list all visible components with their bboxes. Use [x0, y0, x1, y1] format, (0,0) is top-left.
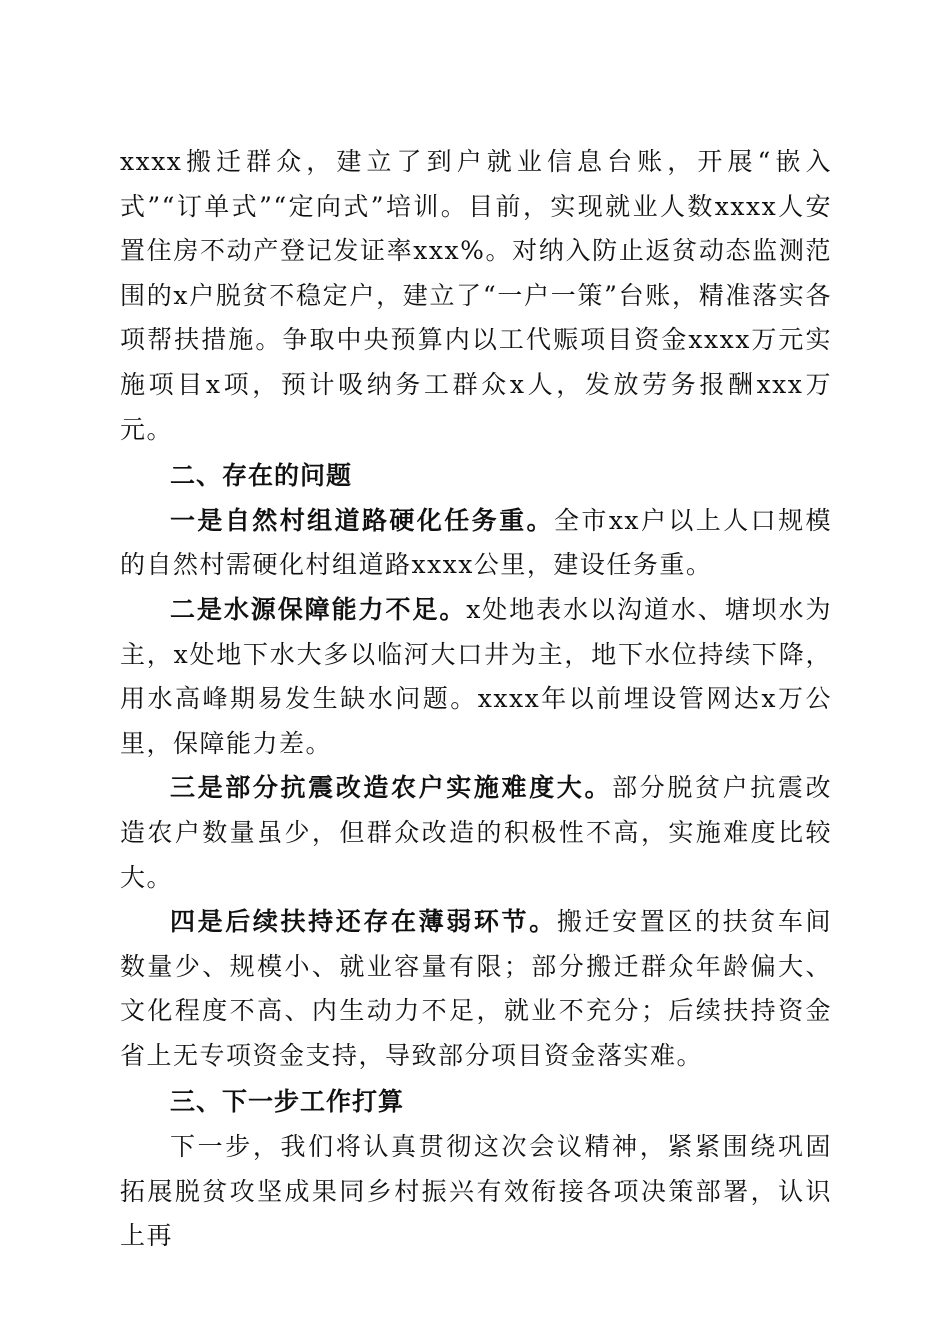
problem-lead: 四是后续扶持还存在薄弱环节。 — [170, 907, 557, 937]
problem-item-follow-up-support — [120, 900, 832, 1078]
problem-item-water — [120, 588, 832, 766]
paragraph-relocation-employment: xxxx搬迁群众，建立了到户就业信息台账，开展“嵌入式”“订单式”“定向式”培训。目前，实现就业人数xxxx人安置住房不动产登记发证率xxx%。对纳入防止返贫动态监测范围的x户脱贫不稳定户，建立了“一户一策”台账，精准落实各项帮扶措施。争取中央预算内以工代赈项目资金xxxx万元实施项目x项，预计吸纳务工群众x人，发放劳务报酬xxx万元。 — [120, 147, 832, 444]
problem-item-roads — [120, 499, 832, 588]
problem-lead: 一是自然村组道路硬化任务重。 — [170, 505, 554, 535]
problem-item-earthquake-retrofit — [120, 766, 832, 900]
problem-text: 全市xx户以上人口规模的自然村需硬化村组道路xxxx公里，建设任务重。 — [120, 505, 832, 580]
problem-lead: 二是水源保障能力不足。 — [170, 594, 467, 624]
section-heading-next-steps: 三、下一步工作打算 — [170, 1087, 405, 1117]
problem-lead: 三是部分抗震改造农户实施难度大。 — [170, 773, 613, 803]
section-heading-problems: 二、存在的问题 — [170, 461, 353, 491]
problem-text: x处地表水以沟道水、塘坝水为主，x处地下水大多以临河大口井为主，地下水位持续下降，用水高峰期易发生缺水问题。xxxx年以前埋设管网达x万公里，保障能力差。 — [120, 594, 832, 758]
paragraph-next-steps: 下一步，我们将认真贯彻这次会议精神，紧紧围绕巩固拓展脱贫攻坚成果同乡村振兴有效衔接各项决策部署，认识上再 — [120, 1132, 832, 1251]
document-body — [120, 140, 832, 1259]
problem-text: 搬迁安置区的扶贫车间数量少、规模小、就业容量有限；部分搬迁群众年龄偏大、文化程度不高、内生动力不足，就业不充分；后续扶持资金省上无专项资金支持，导致部分项目资金落实难。 — [120, 907, 832, 1070]
problem-text: 部分脱贫户抗震改造农户数量虽少，但群众改造的积极性不高，实施难度比较大。 — [120, 773, 832, 892]
